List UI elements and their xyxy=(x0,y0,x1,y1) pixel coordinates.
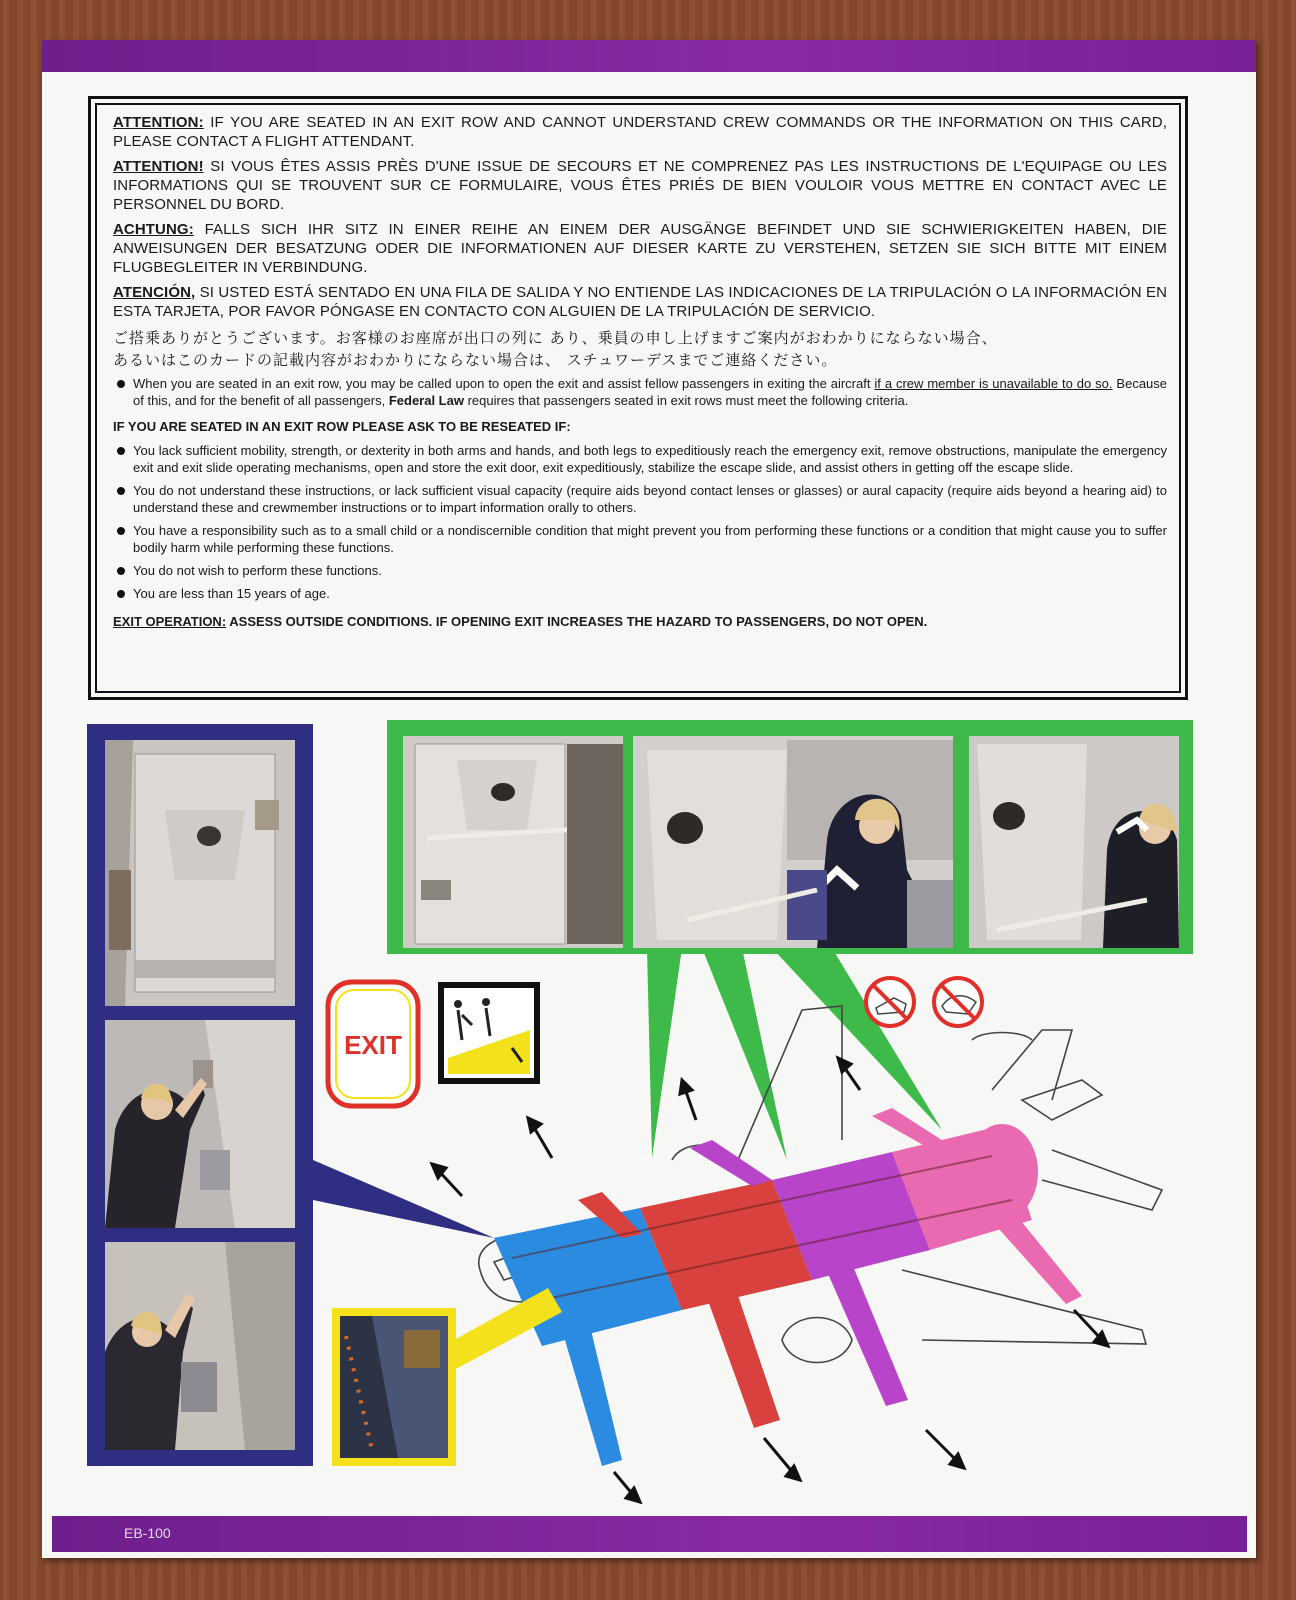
left-panel-connector xyxy=(313,1160,494,1238)
criteria-item: You have a responsibility such as to a small child or a nondiscernible condition that might prevent you from performing these functions or a condition that might cause you to suffer bodily harm while performing these functions. xyxy=(113,522,1167,556)
notice-japanese-line2: あるいはこのカードの記載内容がおわかりにならない場合は、 スチュワーデスまでご連絡ください。 xyxy=(113,351,838,369)
notice-spanish: ATENCIÓN, SI USTED ESTÁ SENTADO EN UNA FILA DE SALIDA Y NO ENTIENDE LAS INDICACIONES DE LA TRIPULACIÓN O LA INFORMACIÓN EN ESTA TARJETA, POR FAVOR PÓNGASE EN CONTACTO CON ALGUIEN DE LA TRIPULACIÓN DE SERVICIO. xyxy=(113,284,1167,320)
no-baggage-icon xyxy=(934,978,982,1026)
green-connector-1 xyxy=(647,948,682,1158)
no-high-heels-icon xyxy=(866,978,914,1026)
floor-lighting-photo xyxy=(332,1308,456,1466)
criteria-item: You do not understand these instructions, or lack sufficient visual capacity (require aids beyond contact lenses or glasses) or aural capacity (require aids beyond a hearing aid) to understand these and crewmember instructions or to impart information orally to others. xyxy=(113,482,1167,516)
exit-sign xyxy=(328,982,418,1106)
slide-purple xyxy=(822,1254,908,1406)
green-connector-2 xyxy=(702,948,787,1160)
slide-purple-front xyxy=(690,1140,772,1186)
bottom-purple-band xyxy=(52,1516,1247,1552)
criteria-item: You do not wish to perform these functions. xyxy=(113,562,1167,579)
slide-red-rear xyxy=(702,1278,780,1428)
notice-german: ACHTUNG: FALLS SICH IHR SITZ IN EINER REIHE AN EINEM DER AUSGÄNGE BEFINDET UND SIE SCHWIERIGKEITEN HABEN, DIE ANWEISUNGEN DER BESATZUNG ODER DIE INFORMATIONEN AUF DIESER KARTE ZU VERSTEHEN, SETZEN SIE SICH BITTE MIT EINEM FLUGBEGLEITER IN VERBINDUNG. xyxy=(113,221,1167,276)
slide-pink-front xyxy=(872,1108,948,1150)
slide-blue xyxy=(562,1326,622,1466)
notice-french: ATTENTION! SI VOUS ÊTES ASSIS PRÈS D'UNE ISSUE DE SECOURS ET NE COMPRENEZ PAS LES INSTRUCTIONS DE L'EQUIPAGE OU LES INFORMATIONS QUI SE TROUVENT SUR CE FORMULAIRE, VOUS ÊTES PRIÉS DE BIEN VOULOIR VOUS METTRE EN CONTACT AVEC LE PERSONNEL DU BORD. xyxy=(113,158,1167,213)
slide-jump-pictogram xyxy=(438,982,540,1084)
reseat-heading: IF YOU ARE SEATED IN AN EXIT ROW PLEASE ASK TO BE RESEATED IF: xyxy=(113,419,571,434)
exit-operation: EXIT OPERATION: ASSESS OUTSIDE CONDITIONS. IF OPENING EXIT INCREASES THE HAZARD TO PASSENGERS, DO NOT OPEN. xyxy=(113,614,928,629)
notice-english: ATTENTION: IF YOU ARE SEATED IN AN EXIT ROW AND CANNOT UNDERSTAND CREW COMMANDS OR THE INFORMATION ON THIS CARD, PLEASE CONTACT A FLIGHT ATTENDANT. xyxy=(113,114,1167,150)
slide-pink-rear xyxy=(982,1200,1082,1304)
evacuation-diagram xyxy=(42,40,1256,1558)
safety-card xyxy=(42,40,1256,1558)
criteria-item: You lack sufficient mobility, strength, or dexterity in both arms and hands, and both legs to expeditiously reach the emergency exit, remove obstructions, manipulate the emergency exit and exit slide operating mechanisms, open and store the exit door, exit expeditiously, stabilize the escape slide, and assist others in getting off the escape slide. xyxy=(113,442,1167,476)
notice-japanese-line1: ご搭乗ありがとうございます。お客様のお座席が出口の列に あり、乗員の申し上げますご案内がおわかりにならない場合、 xyxy=(113,329,998,347)
criteria-item: You are less than 15 years of age. xyxy=(113,585,1167,602)
card-code: EB-100 xyxy=(124,1525,171,1541)
green-connector-3 xyxy=(772,948,942,1130)
exit-sign-label: EXIT xyxy=(344,1030,402,1060)
intro-bullet: When you are seated in an exit row, you may be called upon to open the exit and assist fellow passengers in exiting the aircraft if a crew member is unavailable to do so. Because of this, and for the benefit of all passengers, Federal Law requires that passengers seated in exit rows must meet the following criteria. xyxy=(113,375,1167,409)
